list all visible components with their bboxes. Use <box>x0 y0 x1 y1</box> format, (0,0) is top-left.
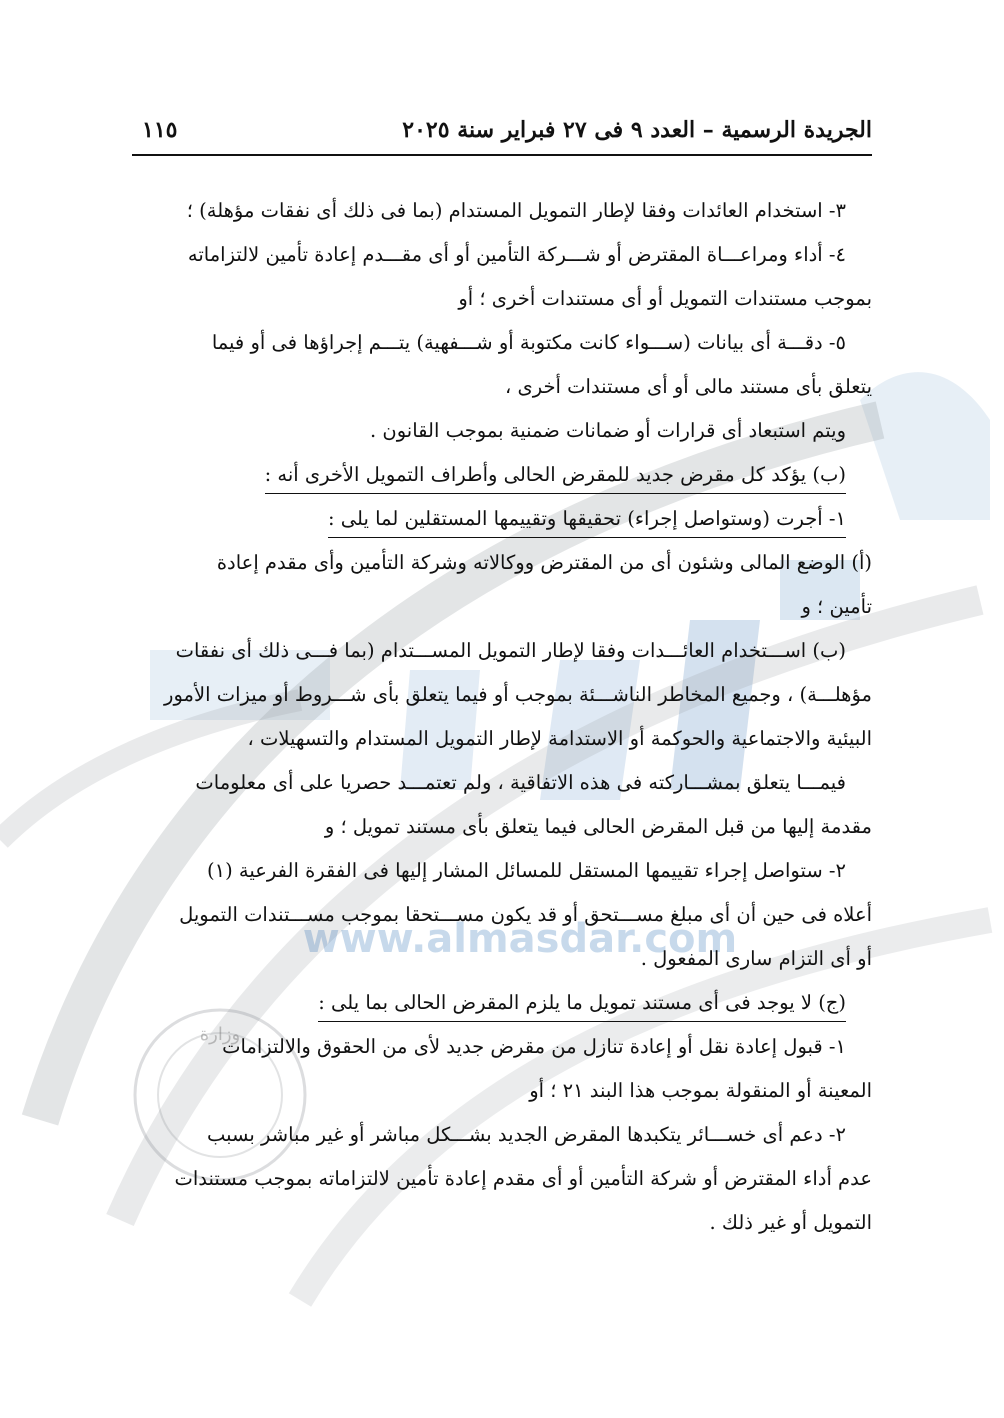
text-line: عدم أداء المقترض أو شركة التأمين أو أى مقدم إعادة تأمين لالتزاماته بموجب مستندات <box>174 1167 872 1190</box>
underlined-clause-c: (ج) لا يوجد فى أى مستند تمويل ما يلزم المقرض الحالى بما يلى : <box>318 985 846 1022</box>
text-line: أعلاه فى حين أن أى مبلغ مســـتحق أو قد يكون مســـتحقا بموجب مســـتندات التمويل <box>179 903 872 926</box>
text-line: المعينة أو المنقولة بموجب هذا البند ٢١ ؛ أو <box>529 1079 872 1102</box>
text-line: أو أى التزام سارى المفعول . <box>640 947 872 970</box>
header-divider <box>132 154 872 156</box>
text-line: ٢- دعم أى خســـائر يتكبدها المقرض الجديد بشـــكل مباشر أو غير مباشر بسبب <box>206 1123 846 1146</box>
page-number: ١١٥ <box>142 117 178 143</box>
text-line: ٣- استخدام العائدات وفقا لإطار التمويل المستدام (بما فى ذلك أى نفقات مؤهلة) ؛ <box>186 199 846 222</box>
text-line: مؤهلـــة) ، وجميع المخاطر الناشـــئة بموجب أو فيما يتعلق بأى شـــروط أو ميزات الأمور <box>164 683 872 706</box>
seal-text: وزارة <box>199 1024 241 1045</box>
text-line: البيئية والاجتماعية والحوكمة أو الاستدامة لإطار التمويل المستدام والتسهيلات ، <box>247 727 872 750</box>
text-line: ٤- أداء ومراعـــاة المقترض أو شـــركة التأمين أو أى مقـــدم إعادة تأمين لالتزاماته <box>187 243 846 266</box>
text-line <box>132 497 872 541</box>
body-text <box>132 189 872 1245</box>
text-line: (أ) الوضع المالى وشئون أى من المقترض ووكالاته وشركة التأمين وأى مقدم إعادة <box>216 551 872 574</box>
text-line: مقدمة إليها من قبل المقرض الحالى فيما يتعلق بأى مستند تمويل ؛ و <box>324 815 872 838</box>
underlined-clause-b: (ب) يؤكد كل مقرض جديد للمقرض الحالى وأطراف التمويل الأخرى أنه : <box>265 457 846 494</box>
underlined-item-1: ١- أجرت (وستواصل إجراء) تحقيقها وتقييمها المستقلين لما يلى : <box>328 501 846 538</box>
page-header <box>132 112 872 148</box>
text-line: ٥- دقـــة أى بيانات (ســـواء كانت مكتوبة أو شـــفهية) يتـــم إجراؤها فى أو فيما <box>211 331 846 354</box>
text-line: يتعلق بأى مستند مالى أو أى مستندات أخرى ، <box>504 375 872 398</box>
text-line: تأمين ؛ و <box>801 595 872 618</box>
text-line: ٢- ستواصل إجراء تقييمها المستقل للمسائل المشار إليها فى الفقرة الفرعية (١) <box>207 859 846 882</box>
text-line: ١- قبول إعادة نقل أو إعادة تنازل من مقرض جديد لأى من الحقوق والالتزامات <box>222 1035 846 1058</box>
text-line: (ب) اســـتخدام العائـــدات وفقا لإطار التمويل المســـتدام (بما فـــى ذلك أى نفقات <box>175 639 846 662</box>
text-line <box>132 981 872 1025</box>
text-line: بموجب مستندات التمويل أو أى مستندات أخرى ؛ أو <box>458 287 872 310</box>
watermark-url: www.almasdar.com <box>302 916 738 962</box>
text-line: التمويل أو غير ذلك . <box>709 1211 872 1234</box>
text-line: فيمـــا يتعلق بمشـــاركته فى هذه الاتفاقية ، ولم تعتمـــد حصريا على أى معلومات <box>195 771 846 794</box>
gazette-title: الجريدة الرسمية – العدد ٩ فى ٢٧ فبراير سنة ٢٠٢٥ <box>402 117 872 143</box>
text-line <box>132 453 872 497</box>
text-line: ويتم استبعاد أى قرارات أو ضمانات ضمنية بموجب القانون . <box>370 419 846 442</box>
